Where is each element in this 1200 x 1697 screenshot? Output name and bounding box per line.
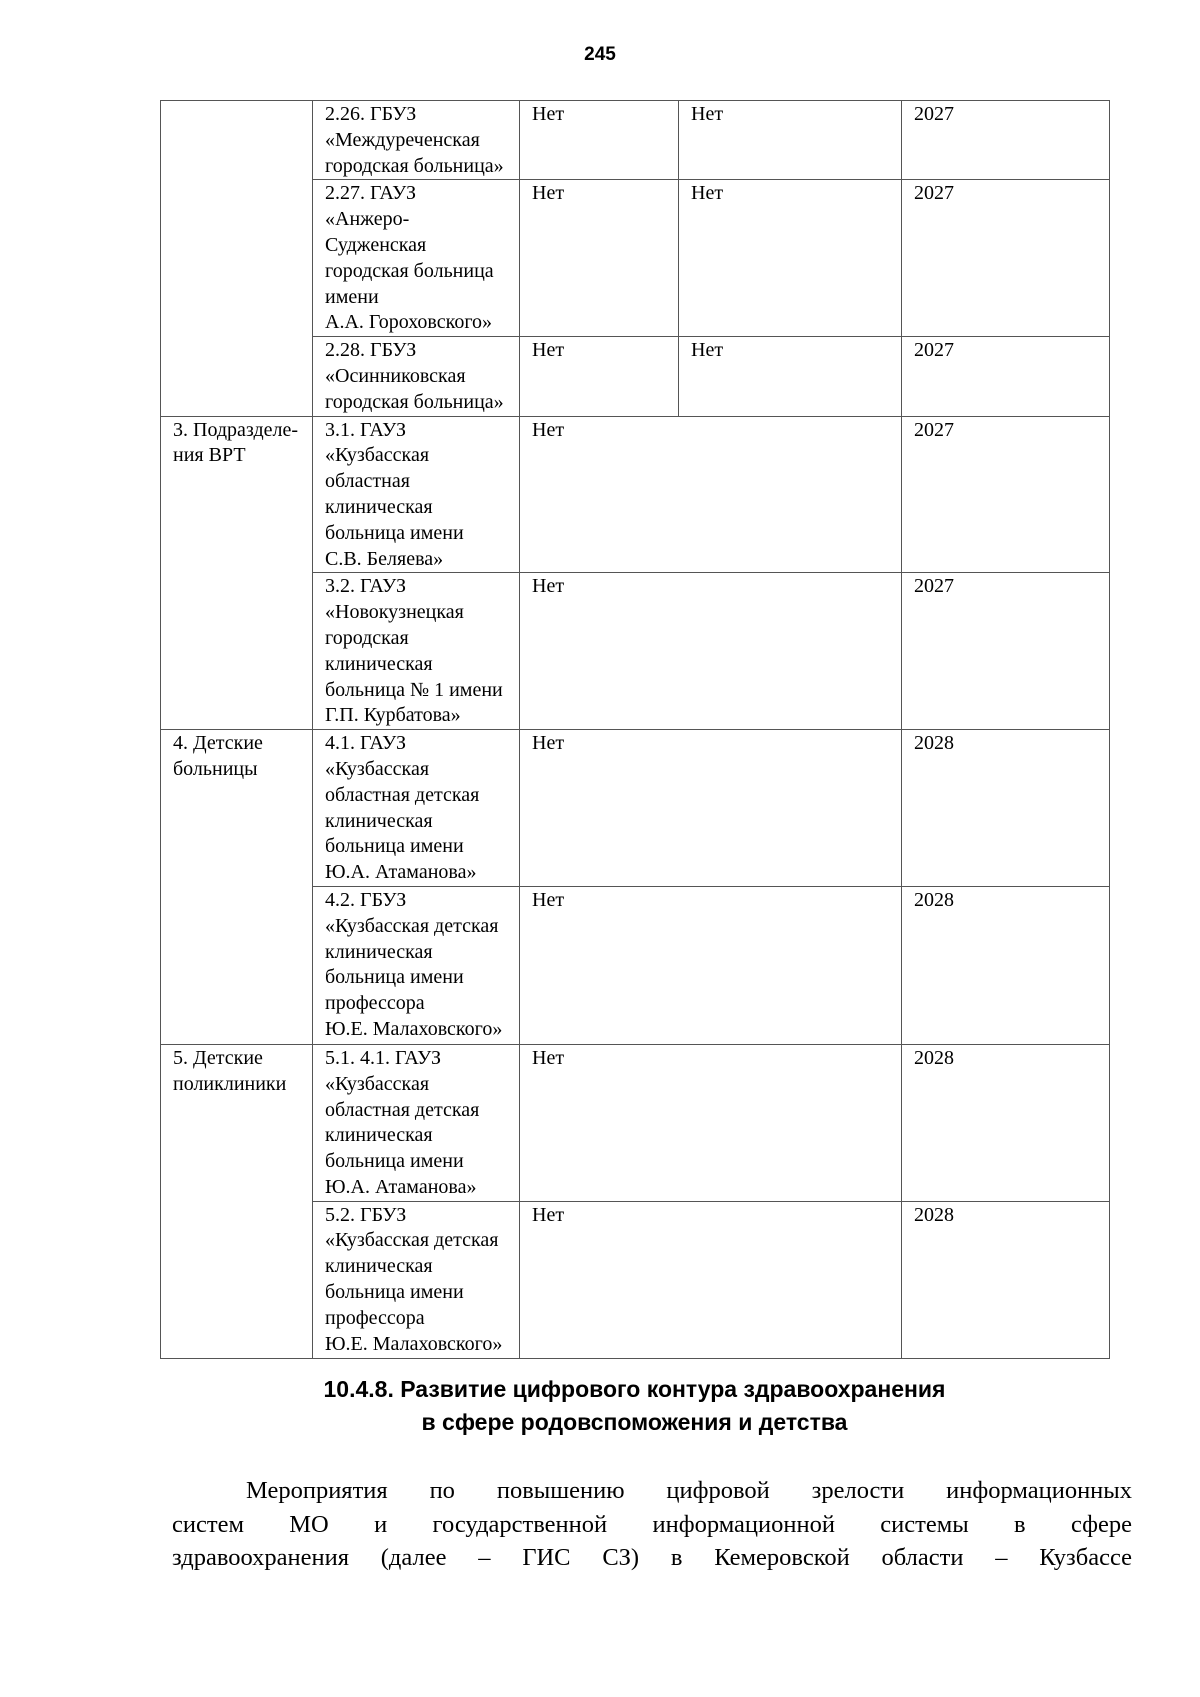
year-cell: 2027 — [902, 180, 1110, 337]
year-cell: 2027 — [902, 337, 1110, 416]
org-cell: 2.28. ГБУЗ «Осинниковская городская больница» — [313, 337, 520, 416]
year-cell: 2028 — [902, 730, 1110, 887]
value-cell: Нет — [520, 1044, 902, 1201]
org-cell: 3.1. ГАУЗ «Кузбасская областная клиническая больница имени С.В. Беляева» — [313, 416, 520, 573]
value-cell: Нет — [520, 337, 679, 416]
paragraph-line: здравоохранения (далее – ГИС СЗ) в Кемеровской области – Кузбассе — [172, 1544, 1132, 1571]
section-heading — [160, 1373, 1109, 1439]
table-row — [161, 416, 1110, 573]
value-cell: Нет — [520, 730, 902, 887]
table-row — [161, 730, 1110, 887]
paragraph-line: систем МО и государственной информационной системы в сфере — [172, 1510, 1132, 1538]
org-cell: 2.26. ГБУЗ «Междуреченская городская больница» — [313, 101, 520, 180]
section-heading-line: 10.4.8. Развитие цифрового контура здравоохранения — [323, 1376, 946, 1402]
year-cell: 2028 — [902, 886, 1110, 1044]
org-cell: 4.1. ГАУЗ «Кузбасская областная детская клиническая больница имени Ю.А. Атаманова» — [313, 730, 520, 887]
facilities-table — [160, 100, 1110, 1359]
value-cell: Нет — [520, 416, 902, 573]
group-cell: 3. Подразделе- ния ВРТ — [161, 416, 313, 730]
value-cell: Нет — [679, 180, 902, 337]
table-row — [161, 1044, 1110, 1201]
value-cell: Нет — [679, 337, 902, 416]
page-number: 245 — [584, 44, 616, 65]
value-cell: Нет — [520, 573, 902, 730]
table-row — [161, 101, 1110, 180]
body-paragraph — [172, 1474, 1132, 1575]
year-cell: 2028 — [902, 1044, 1110, 1201]
group-cell — [161, 101, 313, 417]
org-cell: 2.27. ГАУЗ «Анжеро- Судженская городская больница имени А.А. Гороховского» — [313, 180, 520, 337]
group-cell: 4. Детские больницы — [161, 730, 313, 1045]
org-cell: 4.2. ГБУЗ «Кузбасская детская клиническая больница имени профессора Ю.Е. Малаховского» — [313, 886, 520, 1044]
value-cell: Нет — [520, 886, 902, 1044]
value-cell: Нет — [520, 180, 679, 337]
year-cell: 2027 — [902, 416, 1110, 573]
value-cell: Нет — [679, 101, 902, 180]
year-cell: 2028 — [902, 1201, 1110, 1358]
org-cell: 3.2. ГАУЗ «Новокузнецкая городская клиническая больница № 1 имени Г.П. Курбатова» — [313, 573, 520, 730]
value-cell: Нет — [520, 101, 679, 180]
paragraph-line: Мероприятия по повышению цифровой зрелости информационных — [246, 1477, 1132, 1504]
org-cell: 5.1. 4.1. ГАУЗ «Кузбасская областная детская клиническая больница имени Ю.А. Атаманова» — [313, 1044, 520, 1201]
year-cell: 2027 — [902, 573, 1110, 730]
section-heading-line: в сфере родовспоможения и детства — [421, 1409, 848, 1435]
value-cell: Нет — [520, 1201, 902, 1358]
group-cell: 5. Детские поликлиники — [161, 1044, 313, 1358]
org-cell: 5.2. ГБУЗ «Кузбасская детская клиническая больница имени профессора Ю.Е. Малаховского» — [313, 1201, 520, 1358]
year-cell: 2027 — [902, 101, 1110, 180]
